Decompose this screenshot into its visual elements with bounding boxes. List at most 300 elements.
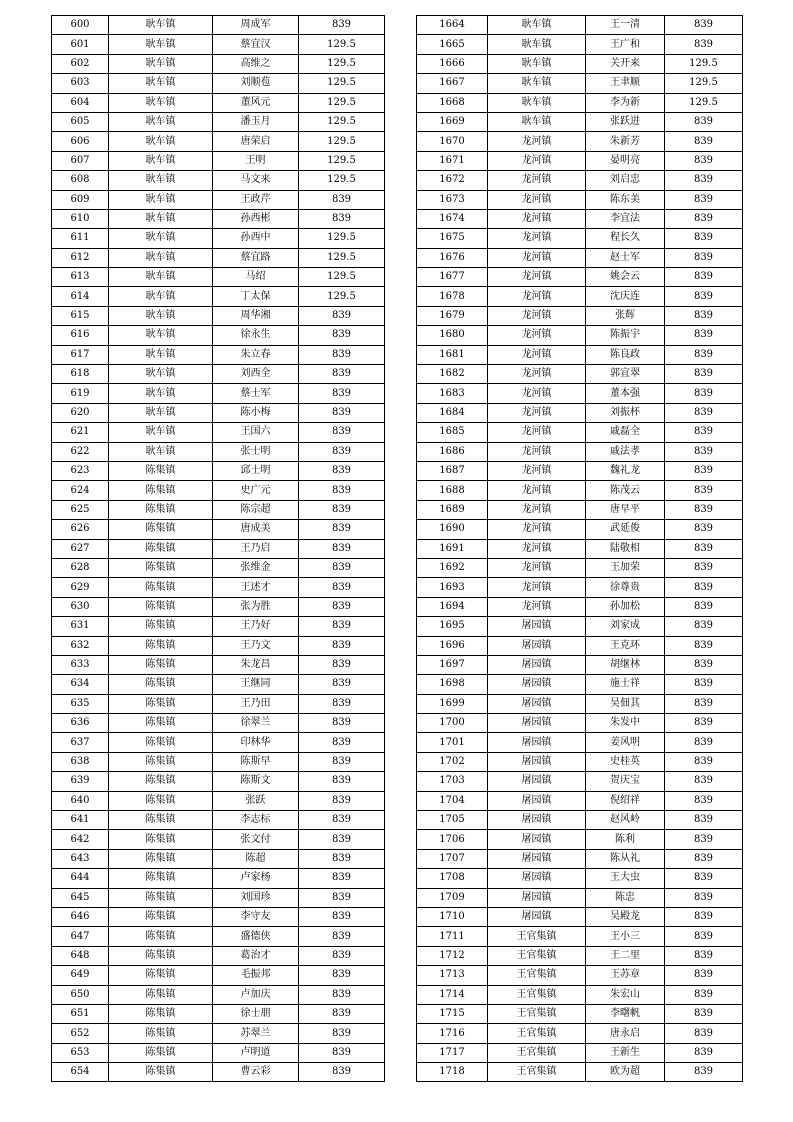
- row-number-cell: 613: [52, 268, 109, 287]
- town-cell: 屠园镇: [488, 636, 586, 655]
- table-row: [52, 946, 385, 965]
- amount-cell: 839: [665, 461, 743, 480]
- name-cell: 苏翠兰: [213, 1024, 299, 1043]
- name-cell: 李守友: [213, 907, 299, 926]
- name-cell: 陈良政: [586, 345, 665, 364]
- amount-cell: 839: [665, 209, 743, 228]
- town-cell: 龙河镇: [488, 151, 586, 170]
- amount-cell: 129.5: [299, 248, 385, 267]
- town-cell: 陈集镇: [109, 966, 213, 985]
- row-number-cell: 1710: [417, 907, 488, 926]
- amount-cell: 839: [665, 694, 743, 713]
- row-number-cell: 1668: [417, 93, 488, 112]
- name-cell: 王加荣: [586, 558, 665, 577]
- town-cell: 屠园镇: [488, 830, 586, 849]
- town-cell: 屠园镇: [488, 655, 586, 674]
- row-number-cell: 648: [52, 946, 109, 965]
- town-cell: 龙河镇: [488, 229, 586, 248]
- amount-cell: 839: [665, 229, 743, 248]
- amount-cell: 839: [665, 248, 743, 267]
- row-number-cell: 600: [52, 16, 109, 35]
- table-row: [52, 539, 385, 558]
- name-cell: 陈斯早: [213, 752, 299, 771]
- table-row: [52, 1024, 385, 1043]
- row-number-cell: 1701: [417, 733, 488, 752]
- row-number-cell: 1682: [417, 365, 488, 384]
- row-number-cell: 608: [52, 171, 109, 190]
- amount-cell: 839: [665, 190, 743, 209]
- amount-cell: 129.5: [299, 132, 385, 151]
- row-number-cell: 1667: [417, 74, 488, 93]
- amount-cell: 839: [299, 345, 385, 364]
- row-number-cell: 1699: [417, 694, 488, 713]
- town-cell: 屠园镇: [488, 714, 586, 733]
- name-cell: 蔡宜路: [213, 248, 299, 267]
- name-cell: 晏明亮: [586, 151, 665, 170]
- name-cell: 王政芹: [213, 190, 299, 209]
- town-cell: 龙河镇: [488, 365, 586, 384]
- name-cell: 王乃启: [213, 539, 299, 558]
- row-number-cell: 1713: [417, 966, 488, 985]
- table-row: [417, 520, 743, 539]
- table-row: [417, 558, 743, 577]
- amount-cell: 839: [665, 927, 743, 946]
- row-number-cell: 626: [52, 520, 109, 539]
- town-cell: 龙河镇: [488, 539, 586, 558]
- row-number-cell: 1666: [417, 54, 488, 73]
- name-cell: 史桂英: [586, 752, 665, 771]
- table-row: [417, 946, 743, 965]
- town-cell: 屠园镇: [488, 811, 586, 830]
- town-cell: 耿车镇: [109, 229, 213, 248]
- row-number-cell: 630: [52, 597, 109, 616]
- name-cell: 赵风岭: [586, 811, 665, 830]
- name-cell: 刘西全: [213, 365, 299, 384]
- town-cell: 陈集镇: [109, 578, 213, 597]
- name-cell: 董风元: [213, 93, 299, 112]
- name-cell: 朱龙昌: [213, 655, 299, 674]
- table-row: [417, 74, 743, 93]
- town-cell: 陈集镇: [109, 1024, 213, 1043]
- name-cell: 王苏章: [586, 966, 665, 985]
- name-cell: 朱发中: [586, 714, 665, 733]
- row-number-cell: 1681: [417, 345, 488, 364]
- town-cell: 耿车镇: [109, 132, 213, 151]
- town-cell: 耿车镇: [109, 209, 213, 228]
- table-row: [52, 248, 385, 267]
- name-cell: 王克环: [586, 636, 665, 655]
- town-cell: 龙河镇: [488, 597, 586, 616]
- name-cell: 张为胜: [213, 597, 299, 616]
- table-row: [52, 190, 385, 209]
- name-cell: 王二里: [586, 946, 665, 965]
- name-cell: 武延俊: [586, 520, 665, 539]
- town-cell: 耿车镇: [109, 16, 213, 35]
- town-cell: 龙河镇: [488, 500, 586, 519]
- roster-table-right: [416, 15, 743, 1082]
- amount-cell: 839: [665, 1024, 743, 1043]
- table-row: [417, 403, 743, 422]
- table-row: [52, 268, 385, 287]
- name-cell: 邱士明: [213, 461, 299, 480]
- table-row: [52, 617, 385, 636]
- town-cell: 龙河镇: [488, 461, 586, 480]
- amount-cell: 839: [665, 539, 743, 558]
- row-number-cell: 646: [52, 907, 109, 926]
- amount-cell: 839: [665, 578, 743, 597]
- name-cell: 姚会云: [586, 268, 665, 287]
- amount-cell: 839: [665, 733, 743, 752]
- town-cell: 陈集镇: [109, 1004, 213, 1023]
- name-cell: 王大虫: [586, 869, 665, 888]
- amount-cell: 839: [665, 345, 743, 364]
- amount-cell: 839: [665, 1004, 743, 1023]
- row-number-cell: 635: [52, 694, 109, 713]
- town-cell: 龙河镇: [488, 578, 586, 597]
- town-cell: 龙河镇: [488, 384, 586, 403]
- table-row: [52, 558, 385, 577]
- town-cell: 龙河镇: [488, 403, 586, 422]
- table-row: [52, 811, 385, 830]
- town-cell: 屠园镇: [488, 617, 586, 636]
- town-cell: 王官集镇: [488, 1063, 586, 1082]
- table-row: [52, 171, 385, 190]
- town-cell: 耿车镇: [109, 442, 213, 461]
- amount-cell: 839: [299, 1004, 385, 1023]
- town-cell: 龙河镇: [488, 326, 586, 345]
- name-cell: 陈小梅: [213, 403, 299, 422]
- table-row: [417, 171, 743, 190]
- table-row: [52, 1063, 385, 1082]
- amount-cell: 839: [299, 849, 385, 868]
- row-number-cell: 632: [52, 636, 109, 655]
- name-cell: 葛治才: [213, 946, 299, 965]
- town-cell: 耿车镇: [488, 112, 586, 131]
- town-cell: 陈集镇: [109, 752, 213, 771]
- table-row: [52, 287, 385, 306]
- name-cell: 张士明: [213, 442, 299, 461]
- town-cell: 龙河镇: [488, 132, 586, 151]
- amount-cell: 839: [299, 985, 385, 1004]
- table-row: [417, 326, 743, 345]
- row-number-cell: 636: [52, 714, 109, 733]
- name-cell: 唐成美: [213, 520, 299, 539]
- amount-cell: 839: [665, 966, 743, 985]
- town-cell: 耿车镇: [109, 112, 213, 131]
- row-number-cell: 625: [52, 500, 109, 519]
- name-cell: 姜风明: [586, 733, 665, 752]
- name-cell: 周成军: [213, 16, 299, 35]
- town-cell: 陈集镇: [109, 772, 213, 791]
- table-row: [52, 54, 385, 73]
- table-row: [417, 461, 743, 480]
- table-row: [417, 714, 743, 733]
- amount-cell: 839: [665, 849, 743, 868]
- amount-cell: 839: [665, 423, 743, 442]
- table-row: [417, 539, 743, 558]
- town-cell: 耿车镇: [109, 171, 213, 190]
- amount-cell: 839: [299, 500, 385, 519]
- table-row: [417, 927, 743, 946]
- table-row: [417, 675, 743, 694]
- table-row: [52, 132, 385, 151]
- name-cell: 陈斯文: [213, 772, 299, 791]
- name-cell: 卢加庆: [213, 985, 299, 1004]
- town-cell: 王官集镇: [488, 1024, 586, 1043]
- name-cell: 吴殿龙: [586, 907, 665, 926]
- name-cell: 倪绍祥: [586, 791, 665, 810]
- row-number-cell: 1675: [417, 229, 488, 248]
- name-cell: 刘国珍: [213, 888, 299, 907]
- row-number-cell: 1702: [417, 752, 488, 771]
- table-row: [52, 1004, 385, 1023]
- amount-cell: 839: [665, 326, 743, 345]
- row-number-cell: 612: [52, 248, 109, 267]
- table-row: [52, 752, 385, 771]
- amount-cell: 839: [299, 461, 385, 480]
- town-cell: 龙河镇: [488, 209, 586, 228]
- name-cell: 朱宏山: [586, 985, 665, 1004]
- amount-cell: 839: [665, 907, 743, 926]
- name-cell: 高维之: [213, 54, 299, 73]
- name-cell: 陈东美: [586, 190, 665, 209]
- table-row: [417, 578, 743, 597]
- amount-cell: 839: [665, 597, 743, 616]
- amount-cell: 839: [299, 811, 385, 830]
- name-cell: 朱新芳: [586, 132, 665, 151]
- row-number-cell: 1697: [417, 655, 488, 674]
- town-cell: 耿车镇: [109, 93, 213, 112]
- table-row: [417, 209, 743, 228]
- table-row: [417, 268, 743, 287]
- row-number-cell: 639: [52, 772, 109, 791]
- amount-cell: 839: [299, 655, 385, 674]
- table-row: [52, 655, 385, 674]
- table-row: [52, 869, 385, 888]
- town-cell: 屠园镇: [488, 675, 586, 694]
- row-number-cell: 605: [52, 112, 109, 131]
- amount-cell: 839: [299, 1024, 385, 1043]
- table-row: [417, 229, 743, 248]
- amount-cell: 839: [665, 830, 743, 849]
- town-cell: 屠园镇: [488, 772, 586, 791]
- table-row: [417, 481, 743, 500]
- amount-cell: 839: [299, 946, 385, 965]
- name-cell: 徐士朋: [213, 1004, 299, 1023]
- table-row: [417, 190, 743, 209]
- amount-cell: 839: [665, 752, 743, 771]
- town-cell: 陈集镇: [109, 791, 213, 810]
- row-number-cell: 1670: [417, 132, 488, 151]
- amount-cell: 839: [299, 869, 385, 888]
- table-row: [52, 520, 385, 539]
- amount-cell: 129.5: [665, 93, 743, 112]
- table-row: [417, 306, 743, 325]
- amount-cell: 129.5: [299, 229, 385, 248]
- row-number-cell: 607: [52, 151, 109, 170]
- town-cell: 龙河镇: [488, 442, 586, 461]
- amount-cell: 839: [665, 617, 743, 636]
- amount-cell: 839: [299, 384, 385, 403]
- row-number-cell: 610: [52, 209, 109, 228]
- row-number-cell: 1708: [417, 869, 488, 888]
- name-cell: 毛振邦: [213, 966, 299, 985]
- town-cell: 龙河镇: [488, 248, 586, 267]
- name-cell: 郭宜翠: [586, 365, 665, 384]
- name-cell: 陈利: [586, 830, 665, 849]
- town-cell: 陈集镇: [109, 733, 213, 752]
- town-cell: 陈集镇: [109, 946, 213, 965]
- row-number-cell: 1687: [417, 461, 488, 480]
- amount-cell: 839: [299, 558, 385, 577]
- amount-cell: 129.5: [299, 93, 385, 112]
- town-cell: 龙河镇: [488, 287, 586, 306]
- name-cell: 陈忠: [586, 888, 665, 907]
- amount-cell: 839: [299, 888, 385, 907]
- town-cell: 王官集镇: [488, 966, 586, 985]
- table-row: [417, 1024, 743, 1043]
- town-cell: 龙河镇: [488, 345, 586, 364]
- amount-cell: 839: [299, 966, 385, 985]
- name-cell: 刘顺苞: [213, 74, 299, 93]
- row-number-cell: 609: [52, 190, 109, 209]
- name-cell: 李志标: [213, 811, 299, 830]
- name-cell: 张跃: [213, 791, 299, 810]
- row-number-cell: 621: [52, 423, 109, 442]
- name-cell: 陈茂云: [586, 481, 665, 500]
- row-number-cell: 633: [52, 655, 109, 674]
- town-cell: 陈集镇: [109, 869, 213, 888]
- amount-cell: 839: [665, 112, 743, 131]
- town-cell: 龙河镇: [488, 558, 586, 577]
- row-number-cell: 622: [52, 442, 109, 461]
- table-row: [52, 578, 385, 597]
- town-cell: 陈集镇: [109, 520, 213, 539]
- row-number-cell: 1664: [417, 16, 488, 35]
- row-number-cell: 1672: [417, 171, 488, 190]
- town-cell: 屠园镇: [488, 907, 586, 926]
- table-row: [52, 151, 385, 170]
- row-number-cell: 642: [52, 830, 109, 849]
- amount-cell: 839: [665, 675, 743, 694]
- row-number-cell: 624: [52, 481, 109, 500]
- row-number-cell: 641: [52, 811, 109, 830]
- table-row: [52, 423, 385, 442]
- town-cell: 龙河镇: [488, 306, 586, 325]
- amount-cell: 839: [299, 636, 385, 655]
- amount-cell: 839: [299, 617, 385, 636]
- town-cell: 耿车镇: [109, 248, 213, 267]
- town-cell: 陈集镇: [109, 558, 213, 577]
- amount-cell: 839: [665, 946, 743, 965]
- name-cell: 贺庆宝: [586, 772, 665, 791]
- amount-cell: 839: [665, 558, 743, 577]
- name-cell: 程长久: [586, 229, 665, 248]
- row-number-cell: 1717: [417, 1043, 488, 1062]
- table-row: [52, 1043, 385, 1062]
- amount-cell: 839: [299, 578, 385, 597]
- row-number-cell: 1690: [417, 520, 488, 539]
- name-cell: 沈庆连: [586, 287, 665, 306]
- name-cell: 孙西彬: [213, 209, 299, 228]
- table-row: [52, 849, 385, 868]
- table-row: [52, 694, 385, 713]
- table-row: [417, 888, 743, 907]
- amount-cell: 839: [299, 306, 385, 325]
- name-cell: 潘玉月: [213, 112, 299, 131]
- row-number-cell: 618: [52, 365, 109, 384]
- row-number-cell: 623: [52, 461, 109, 480]
- town-cell: 耿车镇: [109, 345, 213, 364]
- town-cell: 龙河镇: [488, 171, 586, 190]
- town-cell: 王官集镇: [488, 1004, 586, 1023]
- amount-cell: 839: [299, 423, 385, 442]
- row-number-cell: 1678: [417, 287, 488, 306]
- name-cell: 马绍: [213, 268, 299, 287]
- amount-cell: 839: [299, 326, 385, 345]
- name-cell: 刘振杯: [586, 403, 665, 422]
- amount-cell: 839: [665, 151, 743, 170]
- name-cell: 卢明道: [213, 1043, 299, 1062]
- table-row: [417, 966, 743, 985]
- town-cell: 耿车镇: [109, 151, 213, 170]
- table-row: [52, 500, 385, 519]
- town-cell: 耿车镇: [109, 326, 213, 345]
- town-cell: 耿车镇: [488, 93, 586, 112]
- amount-cell: 839: [299, 442, 385, 461]
- name-cell: 徐永生: [213, 326, 299, 345]
- row-number-cell: 1669: [417, 112, 488, 131]
- town-cell: 龙河镇: [488, 520, 586, 539]
- table-row: [417, 617, 743, 636]
- row-number-cell: 652: [52, 1024, 109, 1043]
- town-cell: 耿车镇: [109, 403, 213, 422]
- name-cell: 陈超: [213, 849, 299, 868]
- table-row: [417, 384, 743, 403]
- name-cell: 史广元: [213, 481, 299, 500]
- amount-cell: 129.5: [299, 171, 385, 190]
- town-cell: 王官集镇: [488, 1043, 586, 1062]
- town-cell: 陈集镇: [109, 714, 213, 733]
- name-cell: 陈从礼: [586, 849, 665, 868]
- name-cell: 唐荣启: [213, 132, 299, 151]
- amount-cell: 839: [665, 365, 743, 384]
- amount-cell: 839: [299, 190, 385, 209]
- town-cell: 陈集镇: [109, 830, 213, 849]
- table-row: [52, 791, 385, 810]
- town-cell: 陈集镇: [109, 481, 213, 500]
- row-number-cell: 643: [52, 849, 109, 868]
- table-row: [417, 791, 743, 810]
- amount-cell: 129.5: [299, 151, 385, 170]
- town-cell: 陈集镇: [109, 927, 213, 946]
- name-cell: 孙加松: [586, 597, 665, 616]
- row-number-cell: 1684: [417, 403, 488, 422]
- row-number-cell: 1671: [417, 151, 488, 170]
- town-cell: 陈集镇: [109, 811, 213, 830]
- amount-cell: 839: [299, 927, 385, 946]
- town-cell: 屠园镇: [488, 752, 586, 771]
- town-cell: 王官集镇: [488, 927, 586, 946]
- table-row: [417, 93, 743, 112]
- row-number-cell: 1712: [417, 946, 488, 965]
- row-number-cell: 631: [52, 617, 109, 636]
- town-cell: 陈集镇: [109, 461, 213, 480]
- name-cell: 王继同: [213, 675, 299, 694]
- table-row: [417, 694, 743, 713]
- row-number-cell: 1705: [417, 811, 488, 830]
- row-number-cell: 611: [52, 229, 109, 248]
